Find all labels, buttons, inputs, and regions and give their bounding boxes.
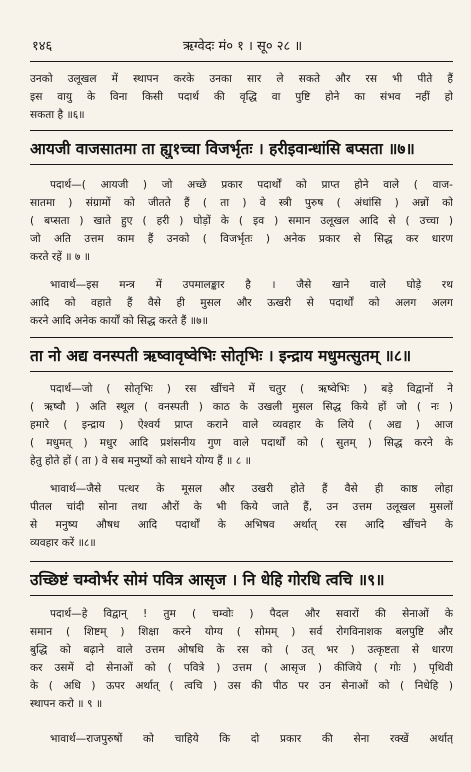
padartha-8-line: हेतु होते हों ( ता ) वे सब मनुष्यों को साधने योग्य हैं ॥ ८ ॥ xyxy=(30,455,251,467)
padartha-7-line: ( बप्सता ) खाते हुए ( हरी ) घोड़ों के ( इव ) समान उलूखल आदि से ( उच्चा ) xyxy=(30,215,453,227)
page-header xyxy=(32,36,453,56)
padartha-7-line: सातमा ) संग्रामों को जीतते हैं ( ता ) वे स्त्री पुरुष ( अंधांसि ) अन्नों को xyxy=(30,197,453,209)
padartha-7-line: पदार्थ—( आयजी ) जो अच्छे प्रकार पदार्थों को प्राप्त होने वाले ( वाज- xyxy=(50,179,453,191)
bhavartha-8-line: भावार्थ—जैसे पत्थर के मूसल और उखरी होते हैं वैसे ही काष्ठ लोहा xyxy=(50,483,453,495)
bhavartha-8-line: पीतल चांदी सोना तथा औरों के भी किये जाते हैं, उन उत्तम उलूखल मुसलों xyxy=(30,501,453,513)
padartha-9-line: के ( अधि ) ऊपर अर्थात् ( त्वचि ) उस की पीठ पर उन सेनाओं को ( निधेहि ) xyxy=(30,680,453,692)
padartha-9-line: पदार्थ—हे विद्वान् ! तुम ( चम्वोः ) पैदल और सवारों की सेनाओं के xyxy=(50,608,453,620)
padartha-9-line: कर उसमें दो सेनाओं को ( पवित्रे ) उत्तम ( आसृज ) कीजिये ( गोः ) पृथिवी xyxy=(30,662,453,674)
mantra-9: उच्छिष्टं चम्वोर्भर सोमं पवित्र आसृज । नि धेहि गोरधि त्वचि ॥९॥ xyxy=(30,571,385,589)
mantra-rule-bottom xyxy=(30,164,453,165)
mantra-rule-bottom xyxy=(30,371,453,372)
bhavartha-8-line: व्यवहार करें ॥८॥ xyxy=(30,537,96,549)
bhavartha-9-line: भावार्थ—राजपुरुषों को चाहिये कि दो प्रकार की सेना रक्खें अर्थात् xyxy=(50,733,453,745)
padartha-7-line: करते रहें ॥ ७ ॥ xyxy=(30,251,91,263)
mantra-rule-top xyxy=(30,337,453,338)
page-number: १४६ xyxy=(32,39,53,54)
padartha-8-line: हमारे ( इन्द्राय ) ऐश्वर्य प्राप्त कराने वाले व्यवहार के लिये ( अद्य ) आज xyxy=(30,419,453,431)
padartha-9-line: स्थापन करो ॥ ९ ॥ xyxy=(30,698,103,710)
header-rule xyxy=(30,61,453,62)
padartha-7-line: जो अति उत्तम काम हैं उनको ( विजर्भृतः ) अनेक प्रकार से सिद्ध कर धारण xyxy=(30,233,453,245)
mantra-8: ता नो अद्य वनस्पती ऋष्वावृष्वेभिः सोतृभिः । इन्द्राय मधुमत्सुतम् ॥८॥ xyxy=(30,347,412,365)
padartha-8-line: पदार्थ—जो ( सोतृभिः ) रस खींचने में चतुर ( ऋष्वेभिः ) बड़े विद्वानों ने xyxy=(50,383,453,395)
padartha-8-line: ( ऋष्वौ ) अति स्थूल ( वनस्पती ) काठ के उखली मुसल सिद्ध किये हों जो ( नः ) xyxy=(30,401,453,413)
mantra-rule-top xyxy=(30,130,453,131)
padartha-9-line: समान ( शिष्टम् ) शिक्षा करने योग्य ( सोमम् ) सर्व रोगविनाशक बलपुष्टि और xyxy=(30,626,453,638)
mantra-rule-bottom xyxy=(30,595,453,596)
intro-line: उनको उलूखल में स्थापन करके उनका सार ले सकते और रस भी पीते हैं xyxy=(30,73,453,85)
mantra-rule-top xyxy=(30,561,453,562)
running-title: ऋग्वेदः मं० १ । सू० २८ ॥ xyxy=(182,39,303,54)
bhavartha-7-line: करने आदि अनेक कार्यों को सिद्ध करते हैं ॥७॥ xyxy=(30,315,208,327)
intro-line: सकता है ॥६॥ xyxy=(30,109,85,121)
padartha-9-line: बुद्धि को बढ़ाने वाले उत्तम ओषधि के रस को ( उत् भर ) उत्कृष्टता से धारण xyxy=(30,644,453,656)
intro-line: इस वायु के विना किसी पदार्थ की वृद्धि वा पुष्टि होने का संभव नहीं हो xyxy=(30,91,453,103)
bhavartha-8-line: से मनुष्य औषध आदि पदार्थों के अभिषव अर्थात् रस आदि खींचने के xyxy=(30,519,453,531)
mantra-7: आयजी वाजसातमा ता ह्यु१च्चा विजर्भृतः । हरीइवान्धांसि बप्सता ॥७॥ xyxy=(30,140,415,158)
padartha-8-line: ( मधुमत् ) मधुर आदि प्रशंसनीय गुण वाले पदार्थों को ( सुतम् ) सिद्ध करने के xyxy=(30,437,453,449)
bhavartha-7-line: भावार्थ—इस मन्त्र में उपमालङ्कार है । जैसे खाने वाले घोड़े रथ xyxy=(50,279,453,291)
bhavartha-7-line: आदि को वहाते हैं वैसे ही मुसल और ऊखरी से पदार्थों को अलग अलग xyxy=(30,297,453,309)
